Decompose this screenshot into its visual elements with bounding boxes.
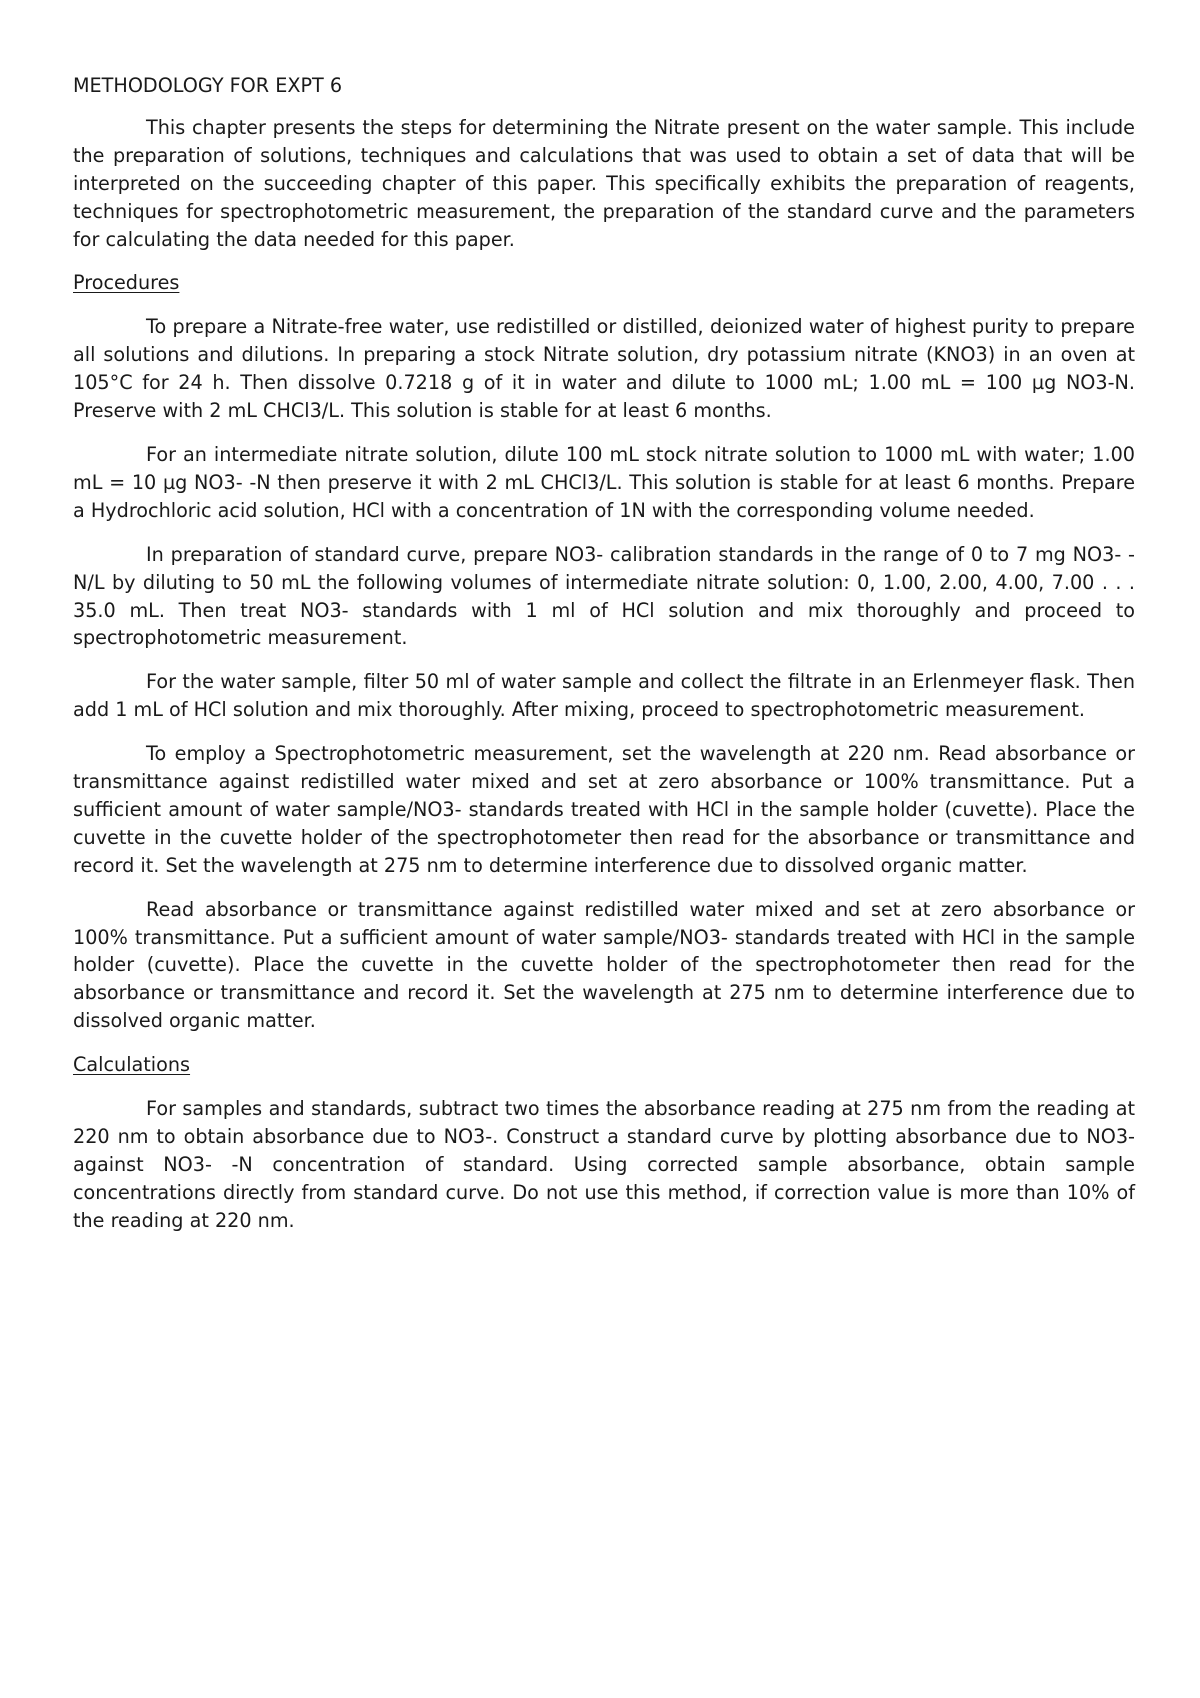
intro-paragraph: This chapter presents the steps for determining the Nitrate present on the water sample. This include the preparation of solutions, techniques and calculations that was used to obtain a set of data that will be interpreted on the succeeding chapter of this paper. This specifically exhibits the preparation of reagents, techniques for spectrophotometric measurement, the preparation of the standard curve and the parameters for calculating the data needed for this paper. xyxy=(73,115,1135,251)
procedures-paragraph-3: In preparation of standard curve, prepare NO3- calibration standards in the range of 0 to 7 mg NO3- -N/L by diluting to 50 mL the following volumes of intermediate nitrate solution: 0, 1.00, 2.00, 4.00, 7.00 . . . 35.0 mL. Then treat NO3- standards with 1 ml of HCl solution and mix thoroughly and proceed to spectrophotometric measurement. xyxy=(73,542,1135,650)
document-title: METHODOLOGY FOR EXPT 6 xyxy=(73,74,343,97)
procedures-heading: Procedures xyxy=(73,271,180,295)
document-page xyxy=(73,72,1135,1251)
procedures-paragraph-6: Read absorbance or transmittance against redistilled water mixed and set at zero absorbance or 100% transmittance. Put a sufficient amount of water sample/NO3- standards treated with HCl in the sample holder (cuvette). Place the cuvette in the cuvette holder of the spectrophotometer then read for the absorbance or transmittance and record it. Set the wavelength at 275 nm to determine interference due to dissolved organic matter. xyxy=(73,897,1135,1033)
calculations-heading: Calculations xyxy=(73,1053,191,1077)
procedures-paragraph-5: To employ a Spectrophotometric measurement, set the wavelength at 220 nm. Read absorbance or transmittance against redistilled water mixed and set at zero absorbance or 100% transmittance. Put a sufficient amount of water sample/NO3- standards treated with HCl in the sample holder (cuvette). Place the cuvette in the cuvette holder of the spectrophotometer then read for the absorbance or transmittance and record it. Set the wavelength at 275 nm to determine interference due to dissolved organic matter. xyxy=(73,742,1135,877)
calculations-paragraph-1: For samples and standards, subtract two times the absorbance reading at 275 nm from the reading at 220 nm to obtain absorbance due to NO3-. Construct a standard curve by plotting absorbance due to NO3- against NO3- -N concentration of standard. Using corrected sample absorbance, obtain sample concentrations directly from standard curve. Do not use this method, if correction value is more than 10% of the reading at 220 nm. xyxy=(73,1097,1135,1232)
procedures-paragraph-4: For the water sample, filter 50 ml of water sample and collect the filtrate in an Erlenmeyer flask. Then add 1 mL of HCl solution and mix thoroughly. After mixing, proceed to spectrophotometric measurement. xyxy=(73,670,1135,722)
procedures-paragraph-1: To prepare a Nitrate-free water, use redistilled or distilled, deionized water of highest purity to prepare all solutions and dilutions. In preparing a stock Nitrate solution, dry potassium nitrate (KNO3) in an oven at 105°C for 24 h. Then dissolve 0.7218 g of it in water and dilute to 1000 mL; 1.00 mL = 100 µg NO3-N. Preserve with 2 mL CHCl3/L. This solution is stable for at least 6 months. xyxy=(73,315,1135,423)
procedures-paragraph-2: For an intermediate nitrate solution, dilute 100 mL stock nitrate solution to 1000 mL with water; 1.00 mL = 10 µg NO3- -N then preserve it with 2 mL CHCl3/L. This solution is stable for at least 6 months. Prepare a Hydrochloric acid solution, HCl with a concentration of 1N with the corresponding volume needed. xyxy=(73,442,1135,522)
